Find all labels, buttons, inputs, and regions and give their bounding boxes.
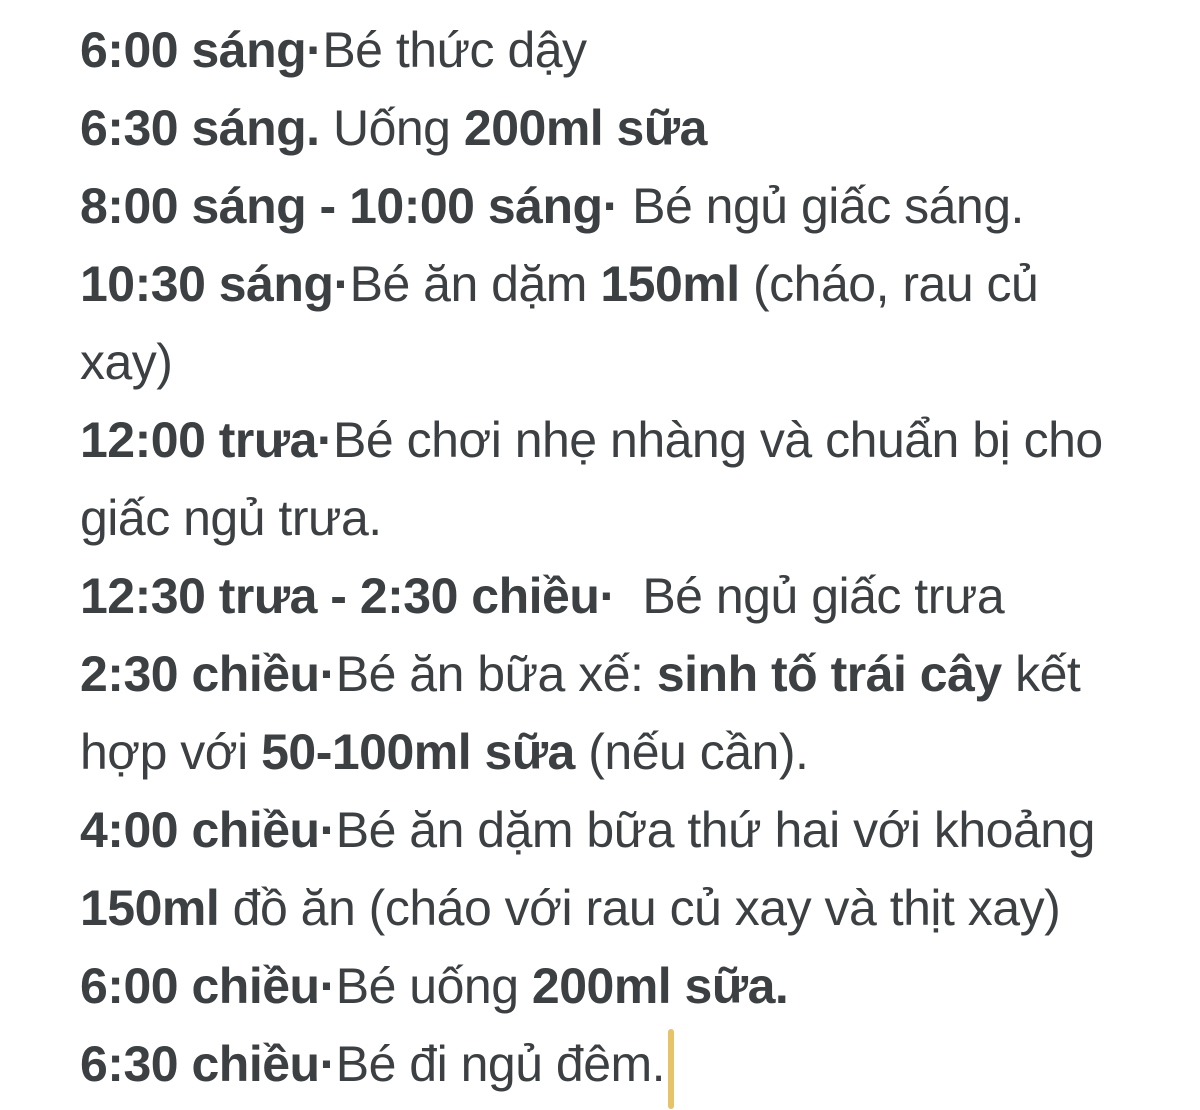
- schedule-text: Bé chơi nhẹ nhàng và chuẩn bị cho: [333, 412, 1103, 468]
- schedule-line: [80, 947, 1172, 1025]
- schedule-line: [80, 635, 1172, 713]
- schedule-text: Bé ngủ giấc trưa: [615, 568, 1005, 624]
- schedule-text: Bé ăn bữa xế:: [335, 646, 657, 702]
- schedule-text: (cháo, rau củ: [739, 256, 1039, 312]
- schedule-time-or-highlight: 50-100ml sữa: [261, 724, 575, 780]
- schedule-time-or-highlight: 6:00 sáng·: [80, 22, 323, 78]
- schedule-line: [80, 791, 1172, 869]
- schedule-line: [80, 245, 1172, 323]
- schedule-text: đồ ăn (cháo với rau củ xay và thịt xay): [219, 880, 1061, 936]
- schedule-line: [80, 11, 1172, 89]
- schedule-line: [80, 167, 1172, 245]
- schedule-line: [80, 1025, 1172, 1109]
- schedule-line: [80, 869, 1172, 947]
- schedule-text: Bé thức dậy: [322, 22, 587, 78]
- schedule-time-or-highlight: 150ml: [600, 256, 740, 312]
- schedule-line: [80, 713, 1172, 791]
- schedule-text: xay): [80, 334, 173, 390]
- schedule-time-or-highlight: 10:30 sáng·: [80, 256, 350, 312]
- schedule-line: [80, 557, 1172, 635]
- schedule-time-or-highlight: 200ml sữa: [463, 100, 707, 156]
- schedule-time-or-highlight: 200ml sữa.: [531, 958, 789, 1014]
- schedule-line: [80, 401, 1172, 479]
- schedule-text: kết: [1001, 646, 1081, 702]
- schedule-text: Uống: [319, 100, 464, 156]
- text-cursor: [668, 1029, 674, 1109]
- schedule-time-or-highlight: 6:30 sáng.: [80, 100, 320, 156]
- schedule-time-or-highlight: 6:00 chiều·: [80, 958, 336, 1014]
- schedule-text: Bé uống: [335, 958, 532, 1014]
- schedule-time-or-highlight: 8:00 sáng - 10:00 sáng·: [80, 178, 619, 234]
- schedule-text: Bé ăn dặm: [349, 256, 601, 312]
- schedule-text: (nếu cần).: [574, 724, 809, 780]
- schedule-time-or-highlight: sinh tố trái cây: [656, 646, 1002, 702]
- schedule-time-or-highlight: 12:00 trưa·: [80, 412, 334, 468]
- schedule-line: [80, 323, 1172, 401]
- schedule-time-or-highlight: 150ml: [80, 880, 220, 936]
- schedule-line: [80, 479, 1172, 557]
- schedule-line: [80, 89, 1172, 167]
- schedule-text: Bé ngủ giấc sáng.: [618, 178, 1024, 234]
- schedule-text: Bé ăn dặm bữa thứ hai với khoảng: [335, 802, 1095, 858]
- schedule-time-or-highlight: 6:30 chiều·: [80, 1036, 336, 1092]
- schedule-time-or-highlight: 4:00 chiều·: [80, 802, 336, 858]
- schedule-text: giấc ngủ trưa.: [80, 490, 382, 546]
- schedule-time-or-highlight: 12:30 trưa - 2:30 chiều·: [80, 568, 616, 624]
- schedule-time-or-highlight: 2:30 chiều·: [80, 646, 336, 702]
- schedule-text: Bé đi ngủ đêm.: [335, 1036, 666, 1092]
- schedule-text: hợp với: [80, 724, 262, 780]
